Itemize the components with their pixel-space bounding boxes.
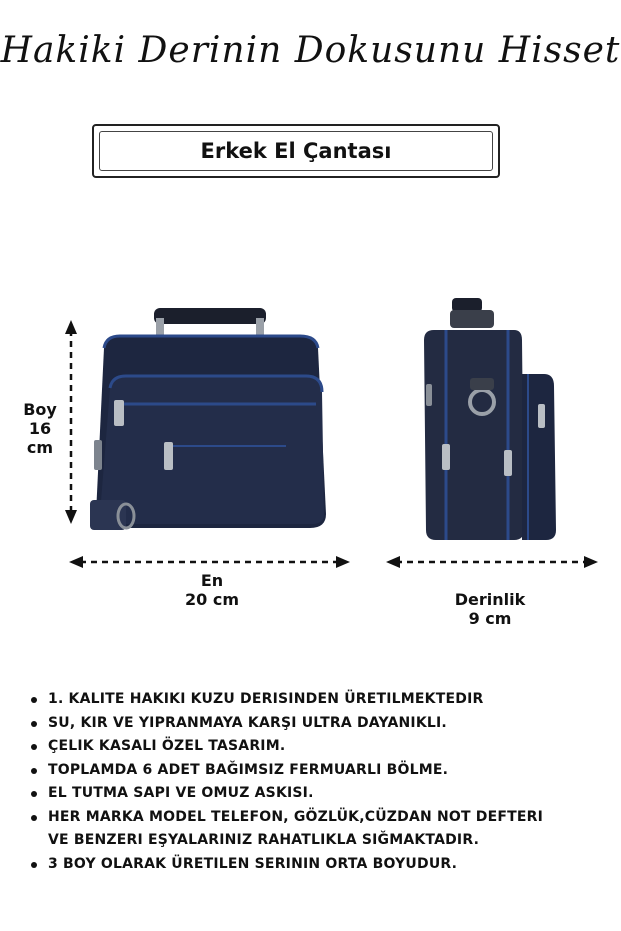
width-dimension-label xyxy=(152,571,272,609)
product-title-box xyxy=(92,124,500,178)
height-value: 16 xyxy=(28,419,52,438)
feature-item: SU, KIR VE YIPRANMAYA KARŞI ULTRA DAYANIKLI. xyxy=(28,712,613,736)
height-dimension-label xyxy=(14,400,66,457)
depth-value: 9 cm xyxy=(468,609,512,628)
depth-dimension-label xyxy=(430,590,550,628)
feature-item: ÇELIK KASALI ÖZEL TASARIM. xyxy=(28,735,613,759)
width-label: En xyxy=(200,571,224,590)
depth-label: Derinlik xyxy=(454,590,526,609)
script-title: Hakiki Derinin Dokusunu Hisset xyxy=(0,30,621,71)
feature-item: HER MARKA MODEL TELEFON, GÖZLÜK,CÜZDAN NOT DEFTERI xyxy=(28,806,613,830)
feature-item: TOPLAMDA 6 ADET BAĞIMSIZ FERMUARLI BÖLME. xyxy=(28,759,613,783)
height-unit: cm xyxy=(26,438,54,457)
product-title: Erkek El Çantası xyxy=(200,139,392,163)
feature-item-continued: VE BENZERI EŞYALARINIZ RAHATLIKLA SIĞMAKTADIR. xyxy=(48,832,480,848)
height-label: Boy xyxy=(23,400,57,419)
feature-item: 1. KALITE HAKIKI KUZU DERISINDEN ÜRETILMEKTEDIR xyxy=(28,688,613,712)
width-value: 20 cm xyxy=(185,590,239,609)
feature-list xyxy=(28,688,613,876)
feature-item: EL TUTMA SAPI VE OMUZ ASKISI. xyxy=(28,782,613,806)
feature-item: 3 BOY OLARAK ÜRETILEN SERININ ORTA BOYUDUR. xyxy=(28,853,613,877)
